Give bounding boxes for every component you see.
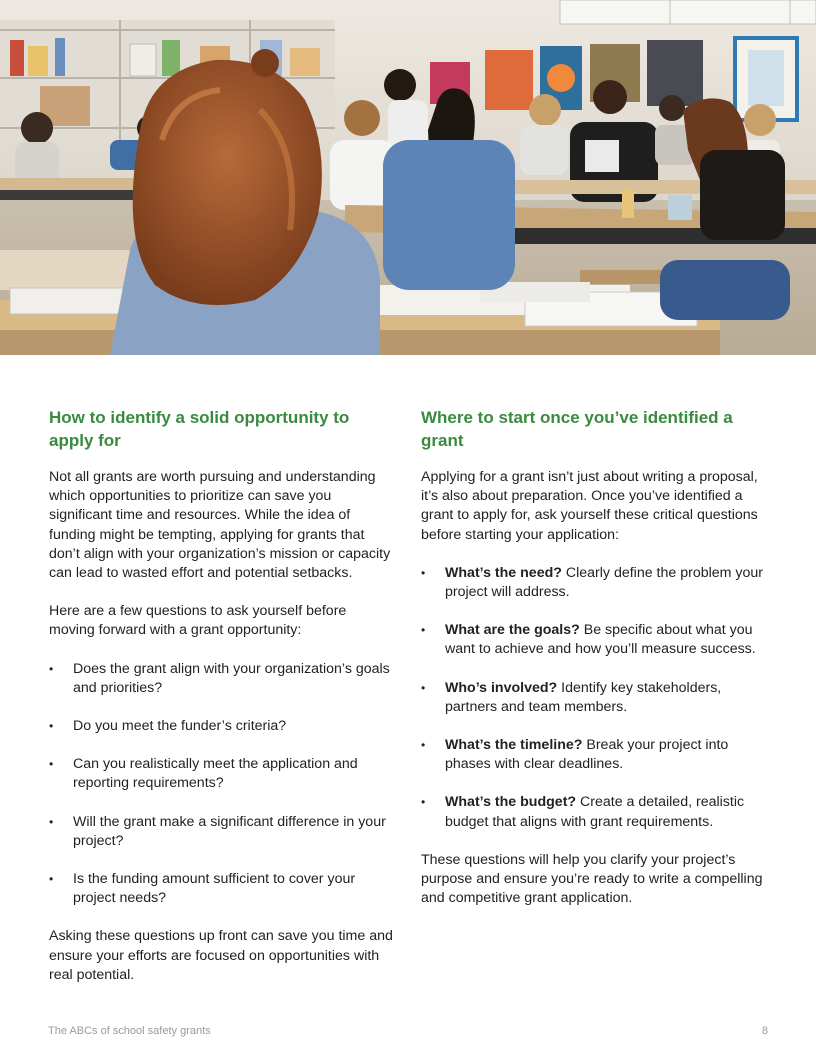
bullet-icon: •	[49, 872, 54, 887]
list-item-text: Is the funding amount sufficient to cover your project needs?	[73, 871, 356, 907]
left-heading: How to identify a solid opportunity to apply for	[49, 408, 350, 450]
list-item-text: Be specific about what you want to achieve and how you’ll measure success.	[445, 622, 756, 658]
list-item	[49, 755, 394, 793]
list-item-text: Does the grant align with your organization’s goals and priorities?	[73, 660, 390, 696]
list-item	[49, 813, 394, 851]
right-closing-paragraph: These questions will help you clarify your project’s purpose and ensure you’re ready to write a compelling and competitive grant application.	[421, 851, 763, 907]
list-item-term: What’s the need?	[445, 564, 562, 581]
left-closing-paragraph: Asking these questions up front can save you time and ensure your efforts are focused on opportunities with real potential.	[49, 928, 393, 983]
right-intro-paragraph: Applying for a grant isn’t just about writing a proposal, it’s also about preparation. Once you’ve identified a grant to apply for, ask yourself these critical questions before starting your application:	[421, 469, 758, 543]
left-column	[49, 406, 394, 985]
list-item	[421, 679, 769, 717]
list-item-text: Create a detailed, realistic budget that aligns with grant requirements.	[445, 794, 745, 830]
list-item	[421, 736, 769, 774]
list-item-text: Will the grant make a significant difference in your project?	[73, 813, 386, 849]
page-number: 8	[761, 1025, 768, 1037]
bullet-icon: •	[49, 757, 54, 772]
bullet-icon: •	[421, 680, 426, 695]
left-question-list	[49, 660, 394, 909]
left-intro-paragraph: Not all grants are worth pursuing and understanding which opportunities to prioritize can save you significant time and resources. While the idea of funding might be tempting, applying for grants that don’t align with your organization’s mission or capacity can lead to wasted effort and potential setbacks.	[49, 469, 391, 582]
bullet-icon: •	[421, 795, 426, 810]
bullet-icon: •	[421, 565, 426, 580]
list-item-text: Can you realistically meet the application and reporting requirements?	[73, 756, 358, 792]
bullet-icon: •	[49, 814, 54, 829]
bullet-icon: •	[49, 661, 54, 676]
bullet-icon: •	[421, 738, 426, 753]
classroom-photo	[0, 0, 816, 355]
list-item-text: Do you meet the funder’s criteria?	[73, 718, 287, 735]
list-item-text: Clearly define the problem your project will address.	[445, 564, 764, 601]
list-item	[421, 793, 769, 831]
bullet-icon: •	[49, 719, 54, 734]
list-item	[49, 870, 394, 908]
list-item	[49, 717, 394, 736]
list-item	[421, 564, 769, 602]
list-item-text: Break your project into phases with clear deadlines.	[445, 737, 729, 773]
list-item-term: What’s the budget?	[445, 794, 577, 811]
right-heading: Where to start once you’ve identified a grant	[421, 408, 733, 450]
list-item	[421, 621, 769, 659]
right-question-list	[421, 564, 769, 832]
list-item-term: What’s the timeline?	[445, 737, 583, 754]
bullet-icon: •	[421, 623, 426, 638]
right-column	[421, 406, 769, 908]
left-lead-paragraph: Here are a few questions to ask yourself before moving forward with a grant opportunity:	[49, 603, 347, 639]
list-item-text: Identify key stakeholders, partners and team members.	[445, 679, 722, 715]
list-item-term: What are the goals?	[445, 622, 580, 639]
list-item-term: Who’s involved?	[445, 679, 558, 696]
footer-title: The ABCs of school safety grants	[48, 1025, 211, 1037]
list-item	[49, 660, 394, 698]
